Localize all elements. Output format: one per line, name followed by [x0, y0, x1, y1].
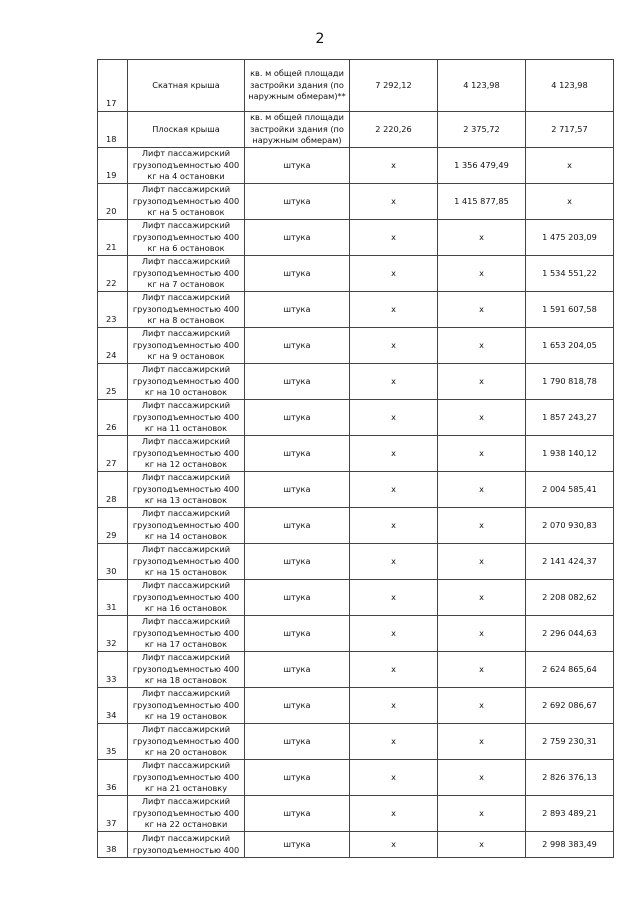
row-number-cell: 22 — [98, 256, 128, 292]
value-cell-2: х — [438, 220, 526, 256]
unit-cell: штука — [245, 688, 350, 724]
value-cell-3: 1 857 243,27 — [526, 400, 614, 436]
item-name-cell: Лифт пассажирский грузоподъемностью 400 кг на 6 остановок — [128, 220, 245, 256]
row-number-cell: 23 — [98, 292, 128, 328]
value-cell-1: х — [350, 544, 438, 580]
unit-cell: штука — [245, 544, 350, 580]
item-name-cell: Лифт пассажирский грузоподъемностью 400 кг на 7 остановок — [128, 256, 245, 292]
value-cell-3: 1 790 818,78 — [526, 364, 614, 400]
unit-cell: кв. м общей площади застройки здания (по наружным обмерам)** — [245, 60, 350, 112]
row-number-cell: 18 — [98, 112, 128, 148]
value-cell-2: х — [438, 760, 526, 796]
unit-cell: штука — [245, 364, 350, 400]
value-cell-2: 4 123,98 — [438, 60, 526, 112]
value-cell-1: х — [350, 220, 438, 256]
value-cell-2: х — [438, 796, 526, 832]
table-row — [98, 544, 614, 580]
item-name-cell: Лифт пассажирский грузоподъемностью 400 кг на 14 остановок — [128, 508, 245, 544]
row-number-cell: 30 — [98, 544, 128, 580]
value-cell-3: 1 938 140,12 — [526, 436, 614, 472]
table-row — [98, 220, 614, 256]
page-number: 2 — [315, 31, 325, 47]
value-cell-1: х — [350, 760, 438, 796]
value-cell-1: х — [350, 796, 438, 832]
item-name-cell: Лифт пассажирский грузоподъемностью 400 кг на 19 остановок — [128, 688, 245, 724]
unit-cell: штука — [245, 184, 350, 220]
item-name-cell: Лифт пассажирский грузоподъемностью 400 кг на 18 остановок — [128, 652, 245, 688]
row-number-cell: 27 — [98, 436, 128, 472]
unit-cell: штука — [245, 472, 350, 508]
table-row — [98, 760, 614, 796]
value-cell-2: х — [438, 508, 526, 544]
value-cell-1: х — [350, 436, 438, 472]
table-row — [98, 328, 614, 364]
value-cell-3: х — [526, 148, 614, 184]
item-name-cell: Лифт пассажирский грузоподъемностью 400 кг на 12 остановок — [128, 436, 245, 472]
table-body — [98, 60, 614, 858]
value-cell-3: 2 826 376,13 — [526, 760, 614, 796]
table-row — [98, 796, 614, 832]
value-cell-2: х — [438, 436, 526, 472]
table-row — [98, 60, 614, 112]
item-name-cell: Лифт пассажирский грузоподъемностью 400 кг на 10 остановок — [128, 364, 245, 400]
table-row — [98, 256, 614, 292]
unit-cell: штука — [245, 400, 350, 436]
item-name-cell: Лифт пассажирский грузоподъемностью 400 кг на 11 остановок — [128, 400, 245, 436]
value-cell-2: х — [438, 580, 526, 616]
value-cell-3: х — [526, 184, 614, 220]
value-cell-2: х — [438, 328, 526, 364]
table-row — [98, 400, 614, 436]
item-name-cell: Лифт пассажирский грузоподъемностью 400 — [128, 832, 245, 858]
value-cell-2: х — [438, 652, 526, 688]
item-name-cell: Лифт пассажирский грузоподъемностью 400 кг на 21 остановку — [128, 760, 245, 796]
value-cell-1: х — [350, 292, 438, 328]
value-cell-1: х — [350, 652, 438, 688]
item-name-cell: Лифт пассажирский грузоподъемностью 400 кг на 20 остановок — [128, 724, 245, 760]
row-number-cell: 17 — [98, 60, 128, 112]
value-cell-1: х — [350, 616, 438, 652]
value-cell-1: х — [350, 688, 438, 724]
unit-cell: кв. м общей площади застройки здания (по наружным обмерам) — [245, 112, 350, 148]
unit-cell: штука — [245, 148, 350, 184]
table-row — [98, 112, 614, 148]
row-number-cell: 32 — [98, 616, 128, 652]
row-number-cell: 25 — [98, 364, 128, 400]
table-row — [98, 724, 614, 760]
value-cell-3: 1 591 607,58 — [526, 292, 614, 328]
table-row — [98, 652, 614, 688]
value-cell-2: х — [438, 364, 526, 400]
value-cell-3: 2 141 424,37 — [526, 544, 614, 580]
value-cell-1: х — [350, 364, 438, 400]
item-name-cell: Лифт пассажирский грузоподъемностью 400 кг на 16 остановок — [128, 580, 245, 616]
item-name-cell: Лифт пассажирский грузоподъемностью 400 кг на 17 остановок — [128, 616, 245, 652]
value-cell-1: х — [350, 472, 438, 508]
item-name-cell: Плоская крыша — [128, 112, 245, 148]
value-cell-1: 2 220,26 — [350, 112, 438, 148]
value-cell-2: х — [438, 688, 526, 724]
price-table — [97, 59, 614, 858]
row-number-cell: 38 — [98, 832, 128, 858]
value-cell-2: х — [438, 256, 526, 292]
value-cell-3: 1 534 551,22 — [526, 256, 614, 292]
value-cell-2: 1 356 479,49 — [438, 148, 526, 184]
value-cell-1: х — [350, 148, 438, 184]
table-row — [98, 436, 614, 472]
unit-cell: штука — [245, 508, 350, 544]
row-number-cell: 29 — [98, 508, 128, 544]
table-row — [98, 148, 614, 184]
table-row — [98, 616, 614, 652]
value-cell-2: х — [438, 616, 526, 652]
item-name-cell: Лифт пассажирский грузоподъемностью 400 кг на 22 остановки — [128, 796, 245, 832]
value-cell-1: х — [350, 508, 438, 544]
value-cell-1: х — [350, 724, 438, 760]
row-number-cell: 28 — [98, 472, 128, 508]
row-number-cell: 37 — [98, 796, 128, 832]
row-number-cell: 24 — [98, 328, 128, 364]
value-cell-2: х — [438, 832, 526, 858]
value-cell-2: 1 415 877,85 — [438, 184, 526, 220]
value-cell-2: х — [438, 724, 526, 760]
unit-cell: штука — [245, 724, 350, 760]
item-name-cell: Лифт пассажирский грузоподъемностью 400 кг на 5 остановок — [128, 184, 245, 220]
item-name-cell: Лифт пассажирский грузоподъемностью 400 кг на 13 остановок — [128, 472, 245, 508]
value-cell-3: 2 998 383,49 — [526, 832, 614, 858]
row-number-cell: 31 — [98, 580, 128, 616]
value-cell-3: 2 070 930,83 — [526, 508, 614, 544]
item-name-cell: Лифт пассажирский грузоподъемностью 400 кг на 9 остановок — [128, 328, 245, 364]
table-row — [98, 688, 614, 724]
table-row — [98, 364, 614, 400]
value-cell-3: 1 653 204,05 — [526, 328, 614, 364]
value-cell-1: х — [350, 256, 438, 292]
unit-cell: штука — [245, 256, 350, 292]
value-cell-3: 2 893 489,21 — [526, 796, 614, 832]
value-cell-2: х — [438, 472, 526, 508]
item-name-cell: Скатная крыша — [128, 60, 245, 112]
unit-cell: штука — [245, 220, 350, 256]
value-cell-3: 1 475 203,09 — [526, 220, 614, 256]
table-row — [98, 832, 614, 858]
value-cell-1: х — [350, 580, 438, 616]
value-cell-2: х — [438, 292, 526, 328]
unit-cell: штука — [245, 796, 350, 832]
row-number-cell: 35 — [98, 724, 128, 760]
unit-cell: штука — [245, 580, 350, 616]
value-cell-3: 2 692 086,67 — [526, 688, 614, 724]
row-number-cell: 34 — [98, 688, 128, 724]
unit-cell: штука — [245, 328, 350, 364]
unit-cell: штука — [245, 436, 350, 472]
unit-cell: штука — [245, 292, 350, 328]
row-number-cell: 26 — [98, 400, 128, 436]
value-cell-2: 2 375,72 — [438, 112, 526, 148]
table-row — [98, 580, 614, 616]
item-name-cell: Лифт пассажирский грузоподъемностью 400 кг на 4 остановки — [128, 148, 245, 184]
row-number-cell: 20 — [98, 184, 128, 220]
table-row — [98, 184, 614, 220]
unit-cell: штука — [245, 616, 350, 652]
value-cell-3: 2 208 082,62 — [526, 580, 614, 616]
row-number-cell: 33 — [98, 652, 128, 688]
value-cell-2: х — [438, 400, 526, 436]
row-number-cell: 21 — [98, 220, 128, 256]
item-name-cell: Лифт пассажирский грузоподъемностью 400 кг на 8 остановок — [128, 292, 245, 328]
value-cell-1: х — [350, 832, 438, 858]
value-cell-3: 2 296 044,63 — [526, 616, 614, 652]
value-cell-3: 2 624 865,64 — [526, 652, 614, 688]
row-number-cell: 19 — [98, 148, 128, 184]
value-cell-1: х — [350, 184, 438, 220]
value-cell-3: 2 717,57 — [526, 112, 614, 148]
item-name-cell: Лифт пассажирский грузоподъемностью 400 кг на 15 остановок — [128, 544, 245, 580]
table-row — [98, 292, 614, 328]
table-row — [98, 472, 614, 508]
row-number-cell: 36 — [98, 760, 128, 796]
value-cell-3: 2 759 230,31 — [526, 724, 614, 760]
value-cell-1: х — [350, 400, 438, 436]
value-cell-2: х — [438, 544, 526, 580]
value-cell-1: 7 292,12 — [350, 60, 438, 112]
table-row — [98, 508, 614, 544]
unit-cell: штука — [245, 652, 350, 688]
value-cell-3: 4 123,98 — [526, 60, 614, 112]
value-cell-3: 2 004 585,41 — [526, 472, 614, 508]
unit-cell: штука — [245, 760, 350, 796]
value-cell-1: х — [350, 328, 438, 364]
unit-cell: штука — [245, 832, 350, 858]
